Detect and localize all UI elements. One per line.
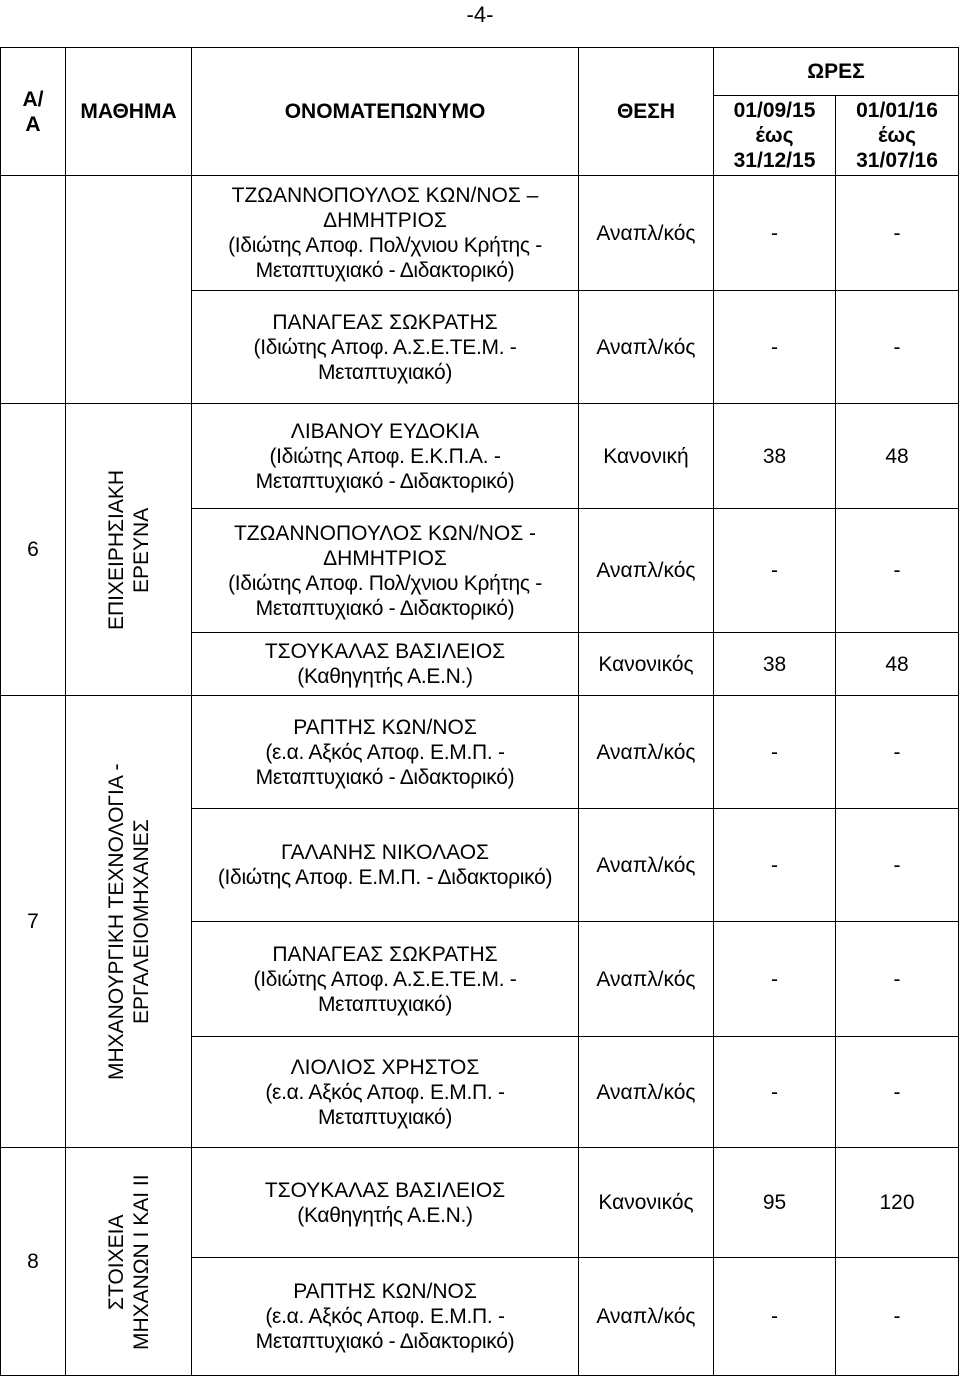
course-title-cell [66, 404, 192, 696]
position-cell: Κανονικός [579, 1148, 714, 1258]
header-course: ΜΑΘΗΜΑ [66, 48, 192, 176]
course-number-cell: 8 [1, 1148, 66, 1376]
name-cell: ΤΣΟΥΚΑΛΑΣ ΒΑΣΙΛΕΙΟΣ (Καθηγητής Α.Ε.Ν.) [192, 1148, 579, 1258]
header-period-1: 01/09/15 έως 31/12/15 [714, 96, 836, 176]
hours-2-cell: - [836, 922, 959, 1037]
position-cell: Κανονική [579, 404, 714, 509]
hours-2-cell: - [836, 509, 959, 633]
hours-2-cell: 120 [836, 1148, 959, 1258]
table-row [1, 1148, 959, 1258]
hours-1-cell: - [714, 1258, 836, 1376]
hours-1-cell: 38 [714, 633, 836, 696]
position-cell: Αναπλ/κός [579, 291, 714, 404]
header-name: ΟΝΟΜΑΤΕΠΩΝΥΜΟ [192, 48, 579, 176]
name-cell: ΡΑΠΤΗΣ ΚΩΝ/ΝΟΣ (ε.α. Αξκός Αποφ. Ε.Μ.Π. - Μεταπτυχιακό - Διδακτορικό) [192, 696, 579, 809]
position-cell: Αναπλ/κός [579, 922, 714, 1037]
course-title-cell [66, 696, 192, 1148]
name-cell: ΛΙΟΛΙΟΣ ΧΡΗΣΤΟΣ (ε.α. Αξκός Αποφ. Ε.Μ.Π. - Μεταπτυχιακό) [192, 1037, 579, 1148]
position-cell: Αναπλ/κός [579, 1037, 714, 1148]
staff-table [0, 47, 959, 1376]
course-number-cell: 7 [1, 696, 66, 1148]
hours-1-cell: - [714, 176, 836, 291]
table-row [1, 404, 959, 509]
name-cell: ΓΑΛΑΝΗΣ ΝΙΚΟΛΑΟΣ (Ιδιώτης Αποφ. Ε.Μ.Π. - Διδακτορικό) [192, 809, 579, 922]
hours-2-cell: - [836, 291, 959, 404]
name-cell: ΤΖΩΑΝΝΟΠΟΥΛΟΣ ΚΩΝ/ΝΟΣ - ΔΗΜΗΤΡΙΟΣ (Ιδιώτης Αποφ. Πολ/χνιου Κρήτης - Μεταπτυχιακό - Διδακτορικό) [192, 509, 579, 633]
name-cell: ΠΑΝΑΓΕΑΣ ΣΩΚΡΑΤΗΣ (Ιδιώτης Αποφ. Α.Σ.Ε.ΤΕ.Μ. - Μεταπτυχιακό) [192, 291, 579, 404]
hours-2-cell: - [836, 809, 959, 922]
position-cell: Αναπλ/κός [579, 509, 714, 633]
hours-1-cell: 95 [714, 1148, 836, 1258]
course-title: ΣΤΟΙΧΕΙΑ ΜΗΧΑΝΩΝ Ι ΚΑΙ ΙΙ [104, 1173, 153, 1350]
hours-1-cell: - [714, 696, 836, 809]
hours-2-cell: 48 [836, 404, 959, 509]
hours-1-cell: - [714, 809, 836, 922]
name-cell: ΤΖΩΑΝΝΟΠΟΥΛΟΣ ΚΩΝ/ΝΟΣ – ΔΗΜΗΤΡΙΟΣ (Ιδιώτης Αποφ. Πολ/χνιου Κρήτης - Μεταπτυχιακό - Διδακτορικό) [192, 176, 579, 291]
hours-2-cell: - [836, 1258, 959, 1376]
course-number-cell: 6 [1, 404, 66, 696]
position-cell: Αναπλ/κός [579, 176, 714, 291]
header-position: ΘΕΣΗ [579, 48, 714, 176]
course-title-cell [66, 176, 192, 404]
name-cell: ΡΑΠΤΗΣ ΚΩΝ/ΝΟΣ (ε.α. Αξκός Αποφ. Ε.Μ.Π. - Μεταπτυχιακό - Διδακτορικό) [192, 1258, 579, 1376]
hours-2-cell: - [836, 1037, 959, 1148]
hours-2-cell: - [836, 696, 959, 809]
hours-2-cell: 48 [836, 633, 959, 696]
hours-1-cell: - [714, 509, 836, 633]
hours-1-cell: - [714, 1037, 836, 1148]
course-title-cell [66, 1148, 192, 1376]
hours-2-cell: - [836, 176, 959, 291]
hours-1-cell: - [714, 291, 836, 404]
position-cell: Αναπλ/κός [579, 696, 714, 809]
position-cell: Κανονικός [579, 633, 714, 696]
position-cell: Αναπλ/κός [579, 809, 714, 922]
header-period-2: 01/01/16 έως 31/07/16 [836, 96, 959, 176]
table-row [1, 176, 959, 291]
course-title: ΕΠΙΧΕΙΡΗΣΙΑΚΗ ΕΡΕΥΝΑ [104, 469, 153, 630]
name-cell: ΠΑΝΑΓΕΑΣ ΣΩΚΡΑΤΗΣ (Ιδιώτης Αποφ. Α.Σ.Ε.ΤΕ.Μ. - Μεταπτυχιακό) [192, 922, 579, 1037]
name-cell: ΤΣΟΥΚΑΛΑΣ ΒΑΣΙΛΕΙΟΣ (Καθηγητής Α.Ε.Ν.) [192, 633, 579, 696]
header-aa: Α/ Α [1, 48, 66, 176]
course-title: ΜΗΧΑΝΟΥΡΓΙΚΗ ΤΕΧΝΟΛΟΓΙΑ - ΕΡΓΑΛΕΙΟΜΗΧΑΝΕΣ [104, 763, 153, 1080]
hours-1-cell: - [714, 922, 836, 1037]
hours-1-cell: 38 [714, 404, 836, 509]
page-number: -4- [466, 2, 494, 27]
header-hours: ΩΡΕΣ [714, 48, 959, 96]
position-cell: Αναπλ/κός [579, 1258, 714, 1376]
name-cell: ΛΙΒΑΝΟΥ ΕΥΔΟΚΙΑ (Ιδιώτης Αποφ. Ε.Κ.Π.Α. - Μεταπτυχιακό - Διδακτορικό) [192, 404, 579, 509]
table-row [1, 696, 959, 809]
header-row [1, 48, 959, 96]
course-number-cell [1, 176, 66, 404]
